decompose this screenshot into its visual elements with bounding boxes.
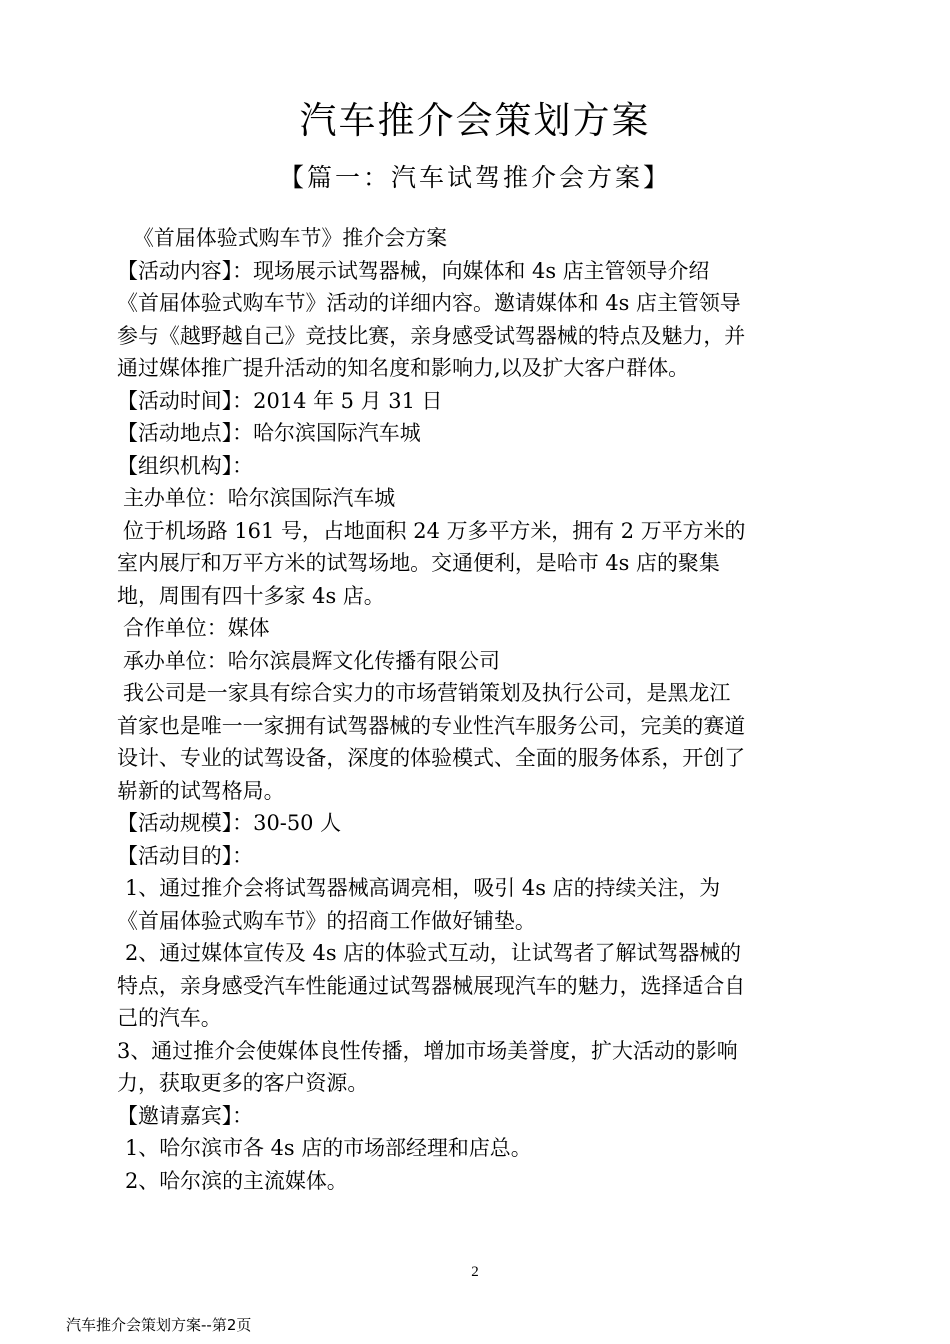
text-line: 力，获取更多的客户资源。 <box>117 1071 369 1095</box>
text-line: 首家也是唯一一家拥有试驾器械的专业性汽车服务公司，完美的赛道 <box>117 713 746 738</box>
text-line: 【邀请嘉宾】： <box>117 1103 254 1128</box>
text-line: 通过媒体推广提升活动的知名度和影响力,以及扩大客户群体。 <box>117 356 690 380</box>
body-text <box>117 222 837 1197</box>
text-line: 《首届体验式购车节》推介会方案 <box>132 226 448 250</box>
text-line: 2、通过媒体宣传及 4s 店的体验式互动，让试驾者了解试驾器械的 <box>124 941 742 965</box>
text-line: 【组织机构】： <box>117 453 254 478</box>
text-line: 特点，亲身感受汽车性能通过试驾器械展现汽车的魅力，选择适合自 <box>117 973 746 998</box>
page-number: 2 <box>471 1264 479 1280</box>
text-line: 2、哈尔滨的主流媒体。 <box>124 1168 348 1193</box>
text-line: 主办单位：哈尔滨国际汽车城 <box>122 486 396 510</box>
section-heading: 【篇一：汽车试驾推介会方案】 <box>278 163 671 192</box>
text-line: 合作单位：媒体 <box>122 616 270 640</box>
text-line: 【活动地点】：哈尔滨国际汽车城 <box>117 421 421 445</box>
text-line: 我公司是一家具有综合实力的市场营销策划及执行公司，是黑龙江 <box>122 681 731 705</box>
text-line: 《首届体验式购车节》活动的详细内容。邀请媒体和 4s 店主管领导 <box>117 291 741 315</box>
text-line: 【活动目的】： <box>117 843 254 868</box>
text-line: 承办单位：哈尔滨晨辉文化传播有限公司 <box>122 648 500 673</box>
document-title: 汽车推介会策划方案 <box>299 99 651 142</box>
text-line: 【活动时间】：2014 年 5 月 31 日 <box>117 388 443 413</box>
page-footer: 汽车推介会策划方案--第2页 <box>66 1316 252 1334</box>
text-line: 己的汽车。 <box>117 1006 222 1030</box>
text-line: 位于机场路 161 号，占地面积 24 万多平方米，拥有 2 万平方米的 <box>122 518 746 543</box>
text-line: 室内展厅和万平方米的试驾场地。交通便利，是哈市 4s 店的聚集 <box>117 551 720 575</box>
text-line: 1、通过推介会将试驾器械高调亮相，吸引 4s 店的持续关注，为 <box>124 876 721 900</box>
text-line: 崭新的试驾格局。 <box>117 778 285 803</box>
text-line: 1、哈尔滨市各 4s 店的市场部经理和店总。 <box>124 1136 532 1160</box>
text-line: 【活动内容】：现场展示试驾器械，向媒体和 4s 店主管领导介绍 <box>117 258 710 283</box>
text-line: 地，周围有四十多家 4s 店。 <box>117 583 385 608</box>
text-line: 3、通过推介会使媒体良性传播，增加市场美誉度，扩大活动的影响 <box>117 1038 738 1063</box>
text-line: 【活动规模】：30-50 人 <box>117 811 342 835</box>
text-line: 《首届体验式购车节》的招商工作做好铺垫。 <box>117 908 536 933</box>
text-line: 参与《越野越自己》竞技比赛，亲身感受试驾器械的特点及魅力，并 <box>117 323 746 348</box>
text-line: 设计、专业的试驾设备，深度的体验模式、全面的服务体系，开创了 <box>117 746 746 770</box>
